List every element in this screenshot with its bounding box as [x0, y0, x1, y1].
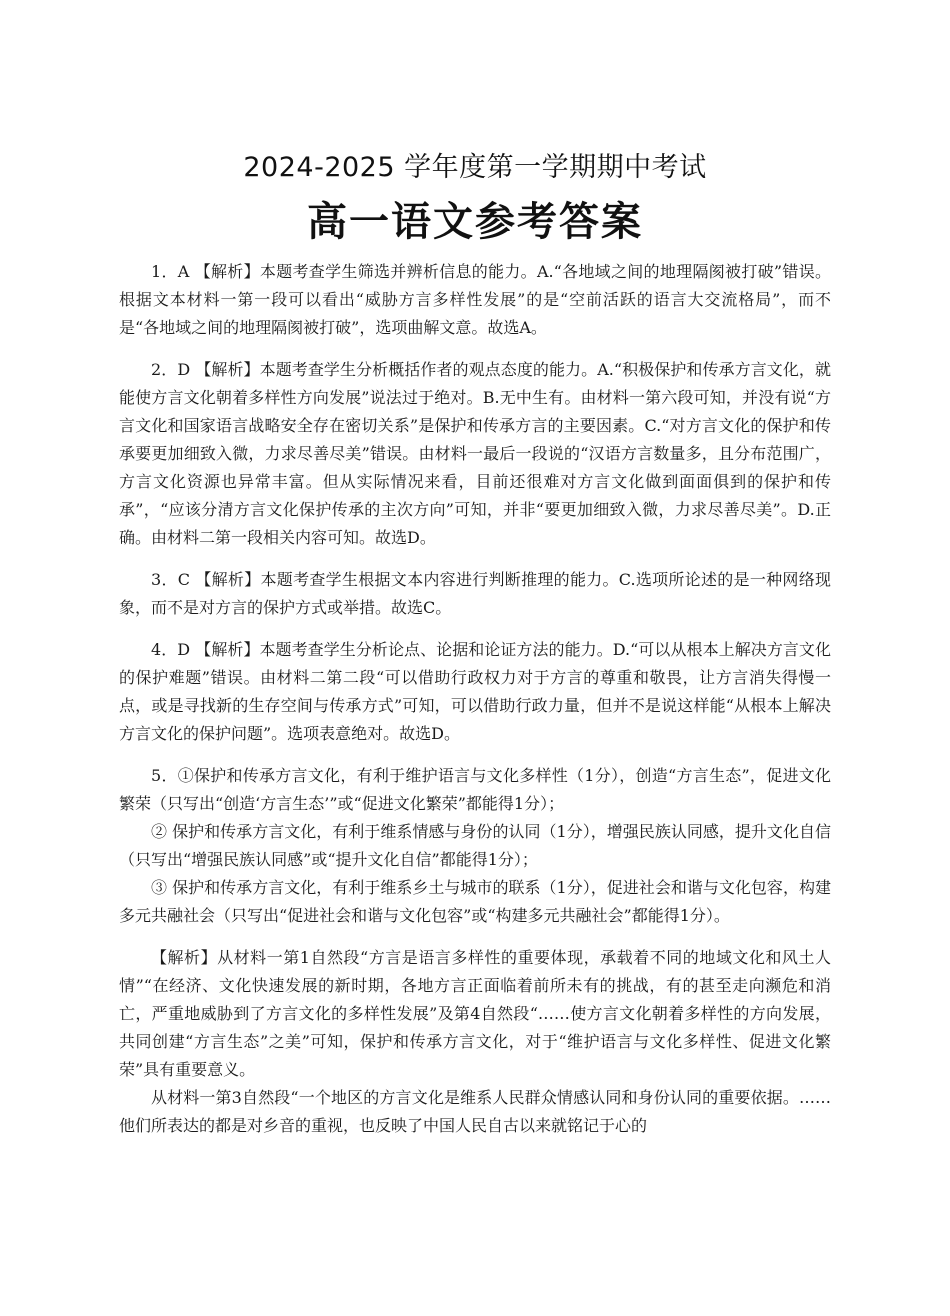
- answer-5-analysis-1: 【解析】从材料一第1自然段“方言是语言多样性的重要体现，承载着不同的地域文化和风土人情”“在经济、文化快速发展的新时期，各地方言正面临着前所未有的挑战，有的甚至走向濒危和消亡，严重地威胁到了方言文化的多样性发展”及第4自然段“……使方言文化朝着多样性的方向发展，共同创建“方言生态”之美”可知，保护和传承方言文化，对于“维护语言与文化多样性、促进文化繁荣”具有重要意义。: [119, 948, 831, 1079]
- answer-5-point-3: ③ 保护和传承方言文化，有利于维系乡土与城市的联系（1分），促进社会和谐与文化包容，构建多元共融社会（只写出“促进社会和谐与文化包容”或“构建多元共融社会”都能得1分）。: [119, 878, 831, 925]
- answer-body: [119, 258, 831, 1140]
- answer-5-point-1: 5．①保护和传承方言文化，有利于维护语言与文化多样性（1分），创造“方言生态”，促进文化繁荣（只写出“创造‘方言生态’”或“促进文化繁荣”都能得1分）；: [119, 766, 831, 813]
- answer-2: 2．D 【解析】本题考查学生分析概括作者的观点态度的能力。A.“积极保护和传承方言文化，就能使方言文化朝着多样性方向发展”说法过于绝对。B.无中生有。由材料一第六段可知，并没有说“方言文化和国家语言战略安全存在密切关系”是保护和传承方言的主要因素。C.“对方言文化的保护和传承要更加细致入微，力求尽善尽美”错误。由材料一最后一段说的“汉语方言数量多，且分布范围广，方言文化资源也异常丰富。但从实际情况来看，目前还很难对方言文化做到面面俱到的保护和传承”，“应该分清方言文化保护传承的主次方向”可知，并非“要更加细致入微，力求尽善尽美”。D.正确。由材料二第一段相关内容可知。故选D。: [119, 360, 831, 547]
- answer-3: 3．C 【解析】本题考查学生根据文本内容进行判断推理的能力。C.选项所论述的是一种网络现象，而不是对方言的保护方式或举措。故选C。: [119, 570, 831, 617]
- answer-1: 1．A 【解析】本题考查学生筛选并辨析信息的能力。A.“各地域之间的地理隔阂被打破”错误。根据文本材料一第一段可以看出“威胁方言多样性发展”的是“空前活跃的语言大交流格局”，而不是“各地域之间的地理隔阂被打破”，选项曲解文意。故选A。: [119, 262, 831, 337]
- page-title: 高一语文参考答案: [307, 198, 643, 245]
- answer-4: 4．D 【解析】本题考查学生分析论点、论据和论证方法的能力。D.“可以从根本上解决方言文化的保护难题”错误。由材料二第二段“可以借助行政权力对于方言的尊重和敬畏，让方言消失得慢一点，或是寻找新的生存空间与传承方式”可知，可以借助行政力量，但并不是说这样能“从根本上解决方言文化的保护问题”。选项表意绝对。故选D。: [119, 640, 831, 743]
- answer-5-point-2: ② 保护和传承方言文化，有利于维系情感与身份的认同（1分），增强民族认同感，提升文化自信（只写出“增强民族认同感”或“提升文化自信”都能得1分）；: [119, 822, 831, 869]
- exam-title: 2024-2025 学年度第一学期期中考试: [243, 152, 707, 183]
- answer-5-analysis-2: 从材料一第3自然段“一个地区的方言文化是维系人民群众情感认同和身份认同的重要依据。……他们所表达的都是对乡音的重视，也反映了中国人民自古以来就铭记于心的: [119, 1088, 831, 1135]
